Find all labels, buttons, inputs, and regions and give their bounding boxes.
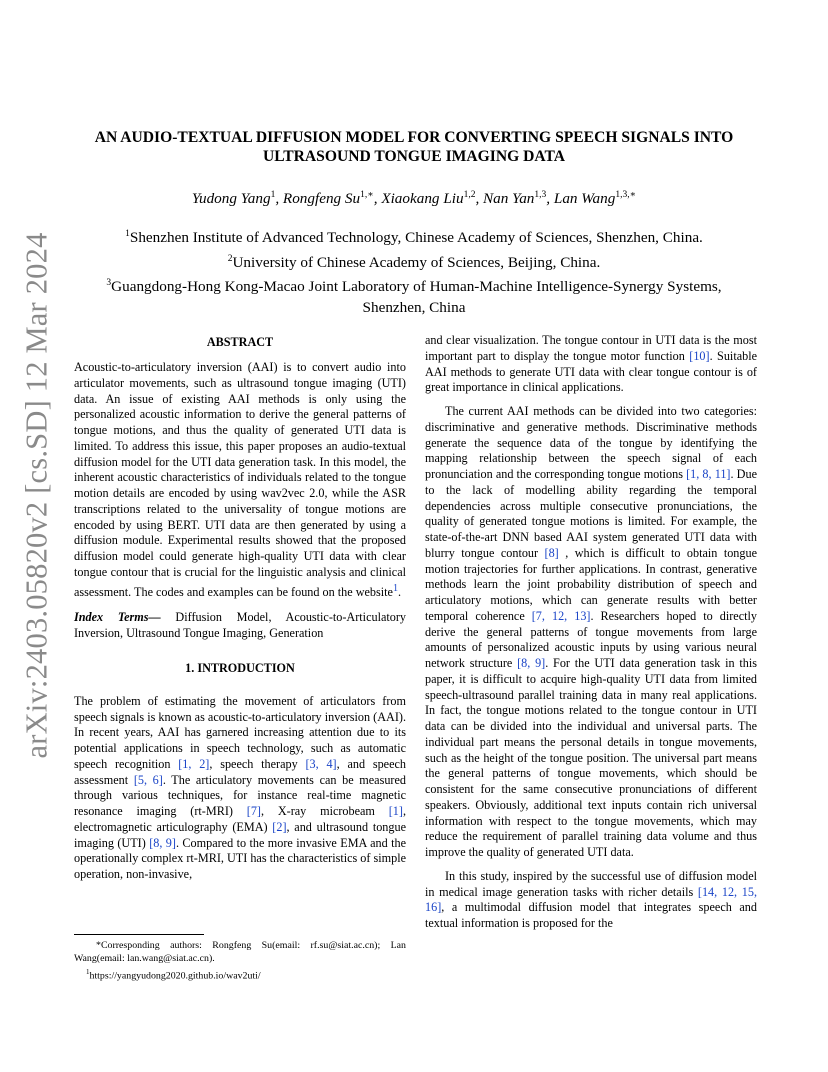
footnote-url[interactable]: https://yangyudong2020.github.io/wav2uti/ <box>89 970 261 982</box>
footnote-mark: 1 <box>86 968 90 977</box>
intro-text: , and ultrasound tongue imaging (UTI) <box>74 819 406 850</box>
affiliation-line <box>72 273 756 298</box>
citation-link[interactable]: [8, 9] <box>517 656 546 670</box>
abstract-end: . <box>398 584 402 599</box>
author-name: Yudong Yang <box>191 190 271 208</box>
right-column <box>425 333 757 932</box>
author-name: Rongfeng Su <box>282 190 361 208</box>
intro-paragraph <box>425 333 757 396</box>
abstract-text: Acoustic-to-articulatory inversion (AAI) is to convert audio into articulator movements, such as ultrasound tongue imaging (UTI) data. An issue of existing AAI methods is only using the personalized acoustic information to derive the general patterns of tongue motions, and thus the quality of generated UTI data is limited. To address this issue, this paper proposes an audio-textual diffusion model for the UTI data generation task. In this model, the inherent acoustic characteristics of individuals related to the tongue motion details are encoded by using wav2vec 2.0, while the ASR transcriptions related to the universality of tongue motions are encoded by using BERT. UTI data are then generated by using a diffusion module. Experimental results showed that the proposed diffusion model could generate high-quality UTI data with clear tongue contour that is crucial for the linguistic analysis and clinical assessment. The codes and examples can be found on the website <box>74 360 406 599</box>
author-list: Yudong Yang$^1$, Rongfeng $Su^{1,∗}$, Xiaokang Liu$^{1,2}$, Nan Yan$^{1,3}$, Lan Wang$^{1,3,∗}$ <box>191 190 637 208</box>
affiliation-mark: 2 <box>227 253 233 264</box>
intro-text: . Suitable AAI methods to generate UTI data with clear tongue contour is of great importance in clinical applications. <box>425 348 757 395</box>
intro-text: The current AAI methods can be divided into two categories: discriminative and generative methods. Discriminative methods generate the sequence data of the tongue by identifying the mapping relationship between the speech signal of each pronunciation and the corresponding tongue motions <box>425 404 757 481</box>
affiliation-text: Shenzhen, China <box>362 298 466 316</box>
arxiv-identifier <box>19 231 54 759</box>
citation-link[interactable]: [10] <box>689 348 710 363</box>
author-affil-mark: 1,3 <box>534 190 547 200</box>
intro-text: . The articulatory movements can be measured through various techniques, for instance real-time magnetic resonance imaging (rt-MRI) <box>74 772 406 819</box>
author-affil-mark: 1 <box>270 190 276 200</box>
author-name: Xiaokang Liu <box>381 190 464 208</box>
intro-text: , X-ray microbeam <box>260 804 389 819</box>
intro-paragraph <box>74 694 406 883</box>
author-name: Nan Yan <box>483 190 535 208</box>
title-line-2: ULTRASOUND TONGUE IMAGING DATA <box>263 148 565 165</box>
affiliation-text: Guangdong-Hong Kong-Macao Joint Laboratory of Human-Machine Intelligence-Synergy Systems, <box>111 278 722 296</box>
url-footnote <box>74 966 406 983</box>
affiliation-line <box>72 298 756 319</box>
affiliations <box>72 224 756 318</box>
affiliation-line <box>72 224 756 249</box>
citation-link[interactable]: [5, 6] <box>133 772 163 787</box>
intro-paragraph <box>425 404 757 861</box>
intro-text: . For the UTI data generation task in this paper, it is difficult to acquire high-quality UTI data from limited speech-ultrasound parallel training data in many real applications. In fact, the tongue motions related to the tongue contour in UTI data can be divided into the individual and universal parts. The individual part means the personal details in tongue movements, such as the height of the tongue position. The universal part means the general patterns of tongue movements, which should be consistent for the same consecutive pronunciations of different speakers. Obviously, additional text inputs contain rich universal information with respect to the tongue movements, which may reduce the requirement of parallel training data volume and thus improve the quality of generated UTI data. <box>425 656 757 859</box>
introduction-heading: 1. INTRODUCTION <box>185 660 295 675</box>
author-affil-mark: 1,2 <box>463 190 476 200</box>
affiliation-mark: 1 <box>125 229 130 239</box>
index-terms-label: Index Terms— <box>74 610 161 625</box>
website-footnote-link[interactable]: 1 <box>392 582 399 594</box>
intro-text: , speech therapy <box>209 756 306 771</box>
intro-text: , electromagnetic articulography (EMA) <box>74 804 406 834</box>
intro-text: . Compared to the more invasive EMA and the operationally complex rt-MRI, UTI has the characteristics of simple operation, non-invasive, <box>74 835 407 882</box>
intro-text: , a multimodal diffusion model that integrates speech and textual information is proposed for the <box>425 900 757 930</box>
citation-link[interactable]: [7, 12, 13] <box>531 608 591 623</box>
title-line-1: AN AUDIO-TEXTUAL DIFFUSION MODEL FOR CONVERTING SPEECH SIGNALS INTO <box>94 129 734 146</box>
intro-text: . Due to the lack of modelling ability regarding the temporal dependencies across multiple consecutive pronunciations, the quality of generated tongue motions is limited. For example, the state-of-the-art DNN based AAI system generated UTI data with blurry tongue contour <box>425 467 757 560</box>
author-affil-mark: 1,∗ <box>360 190 374 200</box>
intro-text: The problem of estimating the movement of articulators from speech signals is known as acoustic-to-articulatory inversion (AAI). In recent years, AAI has garnered increasing attention due to its potential applications in speech technology, such as automatic speech recognition <box>74 693 406 771</box>
index-terms <box>74 610 406 642</box>
footnotes <box>74 940 406 983</box>
affiliation-mark: 3 <box>106 278 112 289</box>
author-affil-mark: 1,3,∗ <box>615 190 637 200</box>
intro-text: , and speech assessment <box>74 756 406 787</box>
citation-link[interactable]: [3, 4] <box>305 756 337 771</box>
citation-link[interactable]: [1, 8, 11] <box>686 467 731 481</box>
footnote-rule <box>74 934 204 935</box>
citation-link[interactable]: [8, 9] <box>149 835 176 850</box>
citation-link[interactable]: [14, 12, 15, 16] <box>425 884 757 915</box>
abstract-body <box>74 360 406 600</box>
author-name: Lan Wang <box>553 190 616 208</box>
citation-link[interactable]: [2] <box>272 819 287 834</box>
affiliation-line <box>72 249 756 274</box>
corresponding-author-footnote: *Corresponding authors: Rongfeng Su(email: rf.su@siat.ac.cn); Lan Wang(email: lan.wang@siat.ac.cn). <box>74 940 406 964</box>
arxiv-id-text: arXiv:2403.05820v2 [cs.SD] 12 Mar 2024 <box>19 231 54 759</box>
intro-text: . Researchers hoped to directly derive the general patterns of tongue movements from large amounts of personalized acoustic inputs by using various neural network structure <box>425 608 757 670</box>
intro-text: In this study, inspired by the successful use of diffusion model in medical image generation tasks with richer details <box>425 868 757 899</box>
citation-link[interactable]: [1, 2] <box>178 756 210 771</box>
intro-text: , which is difficult to obtain tongue motion trajectories for further applications. In contrast, generative methods learn the joint probability distribution of speech and articulatory motions, which can generate results with better temporal coherence <box>425 545 757 623</box>
affiliation-text: University of Chinese Academy of Sciences, Beijing, China. <box>232 253 601 271</box>
affiliation-text: Shenzhen Institute of Advanced Technology, Chinese Academy of Sciences, Shenzhen, China. <box>129 229 703 247</box>
intro-text: and clear visualization. The tongue contour in UTI data is the most important part to display the tongue motor function <box>425 333 757 363</box>
left-column <box>74 334 406 883</box>
paper-title <box>72 128 756 166</box>
intro-paragraph <box>425 869 757 932</box>
citation-link[interactable]: [8] <box>544 545 559 560</box>
citation-link[interactable]: [7] <box>246 804 261 819</box>
index-terms-text: Diffusion Model, Acoustic-to-Articulatory Inversion, Ultrasound Tongue Imaging, Generation <box>74 610 406 641</box>
citation-link[interactable]: [1] <box>388 804 403 819</box>
abstract-heading: ABSTRACT <box>206 335 274 349</box>
